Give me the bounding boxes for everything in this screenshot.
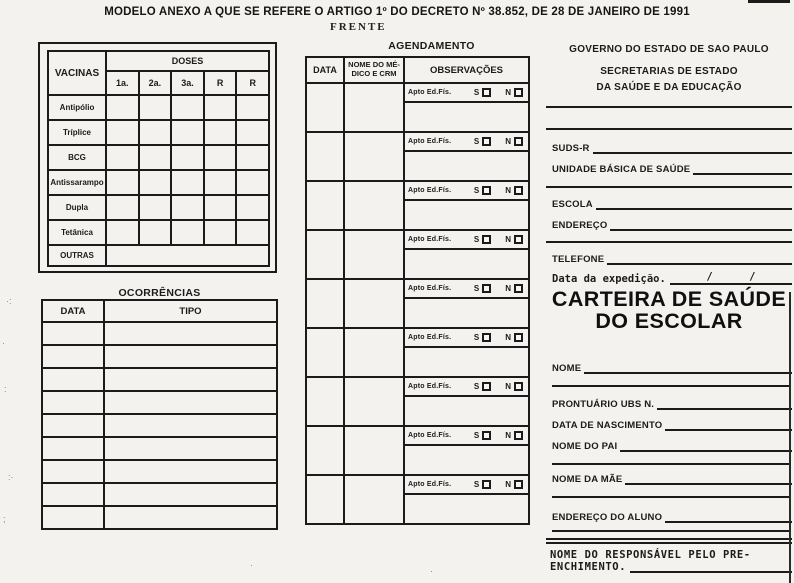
scheduling-row [306,132,529,181]
scheduling-doctor-cell[interactable] [344,279,404,328]
father-name-label: NOME DO PAI [552,441,618,452]
record-blank-line[interactable] [657,398,792,410]
suds-label: SUDS-R [552,143,590,154]
divider-rule [546,186,792,188]
card-info-panel [546,40,792,583]
ubs-field[interactable] [552,161,792,175]
dose-column-header: 1a. [106,71,139,95]
address-field[interactable] [552,217,792,231]
father-name-blank-line[interactable] [620,440,792,452]
scheduling-title: AGENDAMENTO [388,40,475,52]
apto-ed-fis-label: Apto Ed.Fís. [408,481,452,488]
vaccines-table [47,50,270,267]
doses-header: DOSES [106,51,269,71]
gov-line-1: GOVERNO DO ESTADO DE SAO PAULO [569,44,769,55]
apto-ed-fis-strip [405,427,528,446]
suds-blank-line[interactable] [593,142,792,154]
vaccine-outras-cell[interactable] [106,245,269,266]
vaccine-dose-cell[interactable] [106,220,139,245]
scan-artifact: : [4,384,7,394]
occurrence-type-cell[interactable] [104,345,277,368]
vaccine-dose-cell[interactable] [204,220,237,245]
record-field[interactable] [552,396,792,410]
apto-no-checkbox[interactable] [514,382,523,391]
scheduling-date-cell[interactable] [306,181,344,230]
divider-rule [546,106,792,108]
vaccine-row [48,145,269,170]
scan-artifact: · [430,566,433,576]
name-blank-line[interactable] [584,362,792,374]
issue-date-blank-line[interactable] [670,271,792,285]
apto-no-label: N [505,137,511,146]
birth-date-field[interactable] [552,417,792,431]
apto-yes-checkbox[interactable] [482,235,491,244]
apto-no-label: N [505,480,511,489]
vaccine-dose-cell[interactable] [139,120,172,145]
scheduling-observations-cell [404,475,529,524]
ubs-label: UNIDADE BÁSICA DE SAÚDE [552,164,691,175]
scheduling-observations-cell [404,279,529,328]
responsible-label-line2: ENCHIMENTO. [550,561,627,573]
vaccine-row [48,170,269,195]
vaccine-dose-cell[interactable] [106,145,139,170]
scheduling-observations-cell [404,377,529,426]
occurrences-title: OCORRÊNCIAS [118,287,201,299]
responsible-blank-line[interactable] [630,561,792,573]
suds-field[interactable] [552,140,792,154]
apto-no-checkbox[interactable] [514,284,523,293]
mother-name-label: NOME DA MÃE [552,474,623,485]
vaccine-dose-cell[interactable] [204,145,237,170]
student-address-blank-line[interactable] [665,511,792,523]
occurrence-date-cell[interactable] [42,391,104,414]
student-address-continuation-line[interactable] [552,530,790,532]
responsible-label-line1: NOME DO RESPONSÁVEL PELO PRE- [550,549,751,561]
father-continuation-line[interactable] [552,463,790,465]
issue-date-label: Data da expedição. [552,273,666,285]
mother-continuation-line[interactable] [552,496,790,498]
apto-yes-checkbox[interactable] [482,284,491,293]
scheduling-row [306,279,529,328]
vaccine-dose-cell[interactable] [236,145,269,170]
doctor-header-line2: DICO E CRM [351,69,397,78]
vaccine-dose-cell[interactable] [204,170,237,195]
apto-no-label: N [505,284,511,293]
school-field[interactable] [552,196,792,210]
vaccine-dose-cell[interactable] [171,145,204,170]
apto-ed-fis-label: Apto Ed.Fís. [408,383,452,390]
vaccine-dose-cell[interactable] [106,170,139,195]
address-label: ENDEREÇO [552,220,608,231]
apto-ed-fis-label: Apto Ed.Fís. [408,138,452,145]
name-label: NOME [552,363,582,374]
apto-no-label: N [505,382,511,391]
father-name-field[interactable] [552,438,792,452]
apto-yes-label: S [473,186,480,195]
mother-name-blank-line[interactable] [625,473,792,485]
vaccine-row [48,120,269,145]
birth-date-blank-line[interactable] [665,419,792,431]
apto-ed-fis-strip [405,133,528,152]
apto-no-checkbox[interactable] [514,480,523,489]
vaccine-dose-cell[interactable] [204,95,237,120]
scheduling-doctor-cell[interactable] [344,328,404,377]
apto-no-checkbox[interactable] [514,88,523,97]
vaccine-dose-cell[interactable] [236,195,269,220]
vaccine-dose-cell[interactable] [171,95,204,120]
scheduling-doctor-cell[interactable] [344,132,404,181]
vaccine-dose-cell[interactable] [236,95,269,120]
occurrence-date-cell[interactable] [42,437,104,460]
student-address-field[interactable] [552,509,792,523]
scan-artifact: ·: [6,296,12,306]
apto-ed-fis-strip [405,476,528,495]
occurrences-table [41,299,278,530]
vaccine-dose-cell[interactable] [106,195,139,220]
dose-column-header: R [236,71,269,95]
scheduling-date-cell[interactable] [306,377,344,426]
occurrence-type-cell[interactable] [104,437,277,460]
vaccine-dose-cell[interactable] [171,195,204,220]
apto-yes-checkbox[interactable] [482,333,491,342]
apto-ed-fis-strip [405,378,528,397]
vaccine-row-label: Antipólio [48,95,106,120]
apto-ed-fis-strip [405,280,528,299]
apto-yes-label: S [473,333,480,342]
vaccine-row [48,220,269,245]
vaccine-row [48,195,269,220]
scheduling-date-cell[interactable] [306,230,344,279]
occurrence-type-cell[interactable] [104,506,277,529]
apto-no-label: N [505,431,511,440]
occurrence-row [42,414,277,437]
scheduling-observations-header: OBSERVAÇÕES [404,57,529,83]
issue-date-field[interactable] [552,270,792,285]
doctor-header-line1: NOME DO MÉ- [348,60,400,70]
school-blank-line[interactable] [596,198,792,210]
vaccine-dose-cell[interactable] [236,220,269,245]
apto-yes-label: S [473,382,480,391]
occurrence-date-cell[interactable] [42,483,104,506]
vaccine-row-label: Dupla [48,195,106,220]
scheduling-observations-cell [404,83,529,132]
occurrence-type-cell[interactable] [104,322,277,345]
date-separator: / [749,271,756,283]
scheduling-date-cell[interactable] [306,426,344,475]
mother-name-field[interactable] [552,471,792,485]
apto-ed-fis-label: Apto Ed.Fís. [408,187,452,194]
apto-yes-label: S [473,137,480,146]
scheduling-row [306,328,529,377]
scheduling-row [306,181,529,230]
vaccine-dose-cell[interactable] [236,120,269,145]
vaccine-dose-cell[interactable] [106,120,139,145]
occurrence-type-cell[interactable] [104,391,277,414]
apto-no-checkbox[interactable] [514,333,523,342]
vaccine-row-label: Tríplice [48,120,106,145]
apto-yes-label: S [473,284,480,293]
occurrence-date-cell[interactable] [42,345,104,368]
occurrence-date-cell[interactable] [42,368,104,391]
apto-no-checkbox[interactable] [514,431,523,440]
scheduling-observations-cell [404,181,529,230]
scheduling-doctor-cell[interactable] [344,377,404,426]
phone-label: TELEFONE [552,254,605,265]
apto-yes-label: S [473,480,480,489]
vaccine-dose-cell[interactable] [171,120,204,145]
student-address-label: ENDEREÇO DO ALUNO [552,512,663,523]
apto-no-checkbox[interactable] [514,137,523,146]
scan-artifact: ; [3,514,6,524]
gov-line-2: SECRETARIAS DE ESTADO [600,66,738,77]
scan-artifact [748,0,790,3]
card-title-line2: DO ESCOLAR [595,309,743,333]
document-title: MODELO ANEXO A QUE SE REFERE O ARTIGO 1º DO DECRETO Nº 38.852, DE 28 DE JANEIRO DE 1991 [104,6,690,18]
scheduling-row [306,426,529,475]
apto-yes-label: S [473,431,480,440]
vaccine-dose-cell[interactable] [106,95,139,120]
scheduling-date-header: DATA [306,57,344,83]
occurrence-type-cell[interactable] [104,368,277,391]
name-continuation-line[interactable] [552,385,790,387]
scheduling-doctor-header [344,57,404,83]
apto-ed-fis-strip [405,329,528,348]
apto-ed-fis-label: Apto Ed.Fís. [408,285,452,292]
vaccine-dose-cell[interactable] [236,170,269,195]
scan-artifact: · [250,560,253,570]
apto-ed-fis-label: Apto Ed.Fís. [408,89,452,96]
apto-ed-fis-label: Apto Ed.Fís. [408,432,452,439]
scheduling-observations-cell [404,230,529,279]
vaccine-dose-cell[interactable] [139,95,172,120]
scheduling-date-cell[interactable] [306,328,344,377]
name-field[interactable] [552,360,792,374]
apto-yes-checkbox[interactable] [482,431,491,440]
occurrence-date-cell[interactable] [42,414,104,437]
scheduling-date-cell[interactable] [306,475,344,524]
occurrence-row [42,483,277,506]
occurrence-type-cell[interactable] [104,460,277,483]
record-label: PRONTUÁRIO UBS N. [552,399,655,410]
apto-yes-label: S [473,88,480,97]
card-right-edge-line [789,292,791,583]
scan-artifact: :· [8,472,14,482]
vaccine-dose-cell[interactable] [204,120,237,145]
apto-yes-checkbox[interactable] [482,88,491,97]
vaccine-row [48,95,269,120]
phone-field[interactable] [552,251,792,265]
vaccine-row-label: Tetânica [48,220,106,245]
birth-date-label: DATA DE NASCIMENTO [552,420,663,431]
occurrence-type-cell[interactable] [104,483,277,506]
apto-ed-fis-strip [405,231,528,250]
apto-ed-fis-label: Apto Ed.Fís. [408,334,452,341]
phone-blank-line[interactable] [607,253,792,265]
vaccine-row-label: BCG [48,145,106,170]
apto-ed-fis-strip [405,182,528,201]
responsible-field[interactable] [550,561,792,573]
apto-no-checkbox[interactable] [514,186,523,195]
dose-column-header: 2a. [139,71,172,95]
occurrences-type-header: TIPO [104,300,277,322]
occurrence-row [42,460,277,483]
scheduling-row [306,377,529,426]
scheduling-row [306,83,529,132]
apto-no-label: N [505,186,511,195]
school-label: ESCOLA [552,199,593,210]
date-separator: / [706,271,713,283]
page-side-label: FRENTE [330,21,387,33]
occurrence-row [42,322,277,345]
occurrence-date-cell[interactable] [42,460,104,483]
apto-yes-checkbox[interactable] [482,480,491,489]
dose-column-header: R [204,71,237,95]
apto-no-label: N [505,88,511,97]
vaccine-dose-cell[interactable] [139,145,172,170]
scheduling-doctor-cell[interactable] [344,181,404,230]
apto-yes-checkbox[interactable] [482,382,491,391]
scheduling-observations-cell [404,132,529,181]
occurrence-row [42,391,277,414]
scheduling-row [306,230,529,279]
scan-artifact: · [2,338,5,348]
vaccine-dose-cell[interactable] [171,220,204,245]
scheduling-date-cell[interactable] [306,279,344,328]
occurrence-type-cell[interactable] [104,414,277,437]
occurrence-date-cell[interactable] [42,322,104,345]
apto-yes-checkbox[interactable] [482,137,491,146]
vaccine-dose-cell[interactable] [204,195,237,220]
dose-column-header: 3a. [171,71,204,95]
address-blank-line[interactable] [610,219,792,231]
divider-rule [546,241,792,243]
scheduling-doctor-cell[interactable] [344,230,404,279]
apto-yes-label: S [473,235,480,244]
vaccine-row-label-outras: OUTRAS [48,245,106,266]
double-divider-rule [546,538,792,544]
vaccine-dose-cell[interactable] [171,170,204,195]
occurrence-date-cell[interactable] [42,506,104,529]
scheduling-observations-cell [404,328,529,377]
vaccines-corner-header: VACINAS [48,51,106,95]
apto-yes-checkbox[interactable] [482,186,491,195]
apto-ed-fis-strip [405,84,528,103]
vaccine-row-label: Antissarampo [48,170,106,195]
scheduling-table [305,56,530,525]
gov-line-3: DA SAÚDE E DA EDUCAÇÃO [596,82,742,93]
occurrences-date-header: DATA [42,300,104,322]
vaccine-dose-cell[interactable] [139,220,172,245]
scheduling-row [306,475,529,524]
scheduling-date-cell[interactable] [306,132,344,181]
scheduling-doctor-cell[interactable] [344,83,404,132]
scheduling-observations-cell [404,426,529,475]
scheduling-doctor-cell[interactable] [344,475,404,524]
scheduling-date-cell[interactable] [306,83,344,132]
apto-no-label: N [505,235,511,244]
apto-no-checkbox[interactable] [514,235,523,244]
vaccine-dose-cell[interactable] [139,195,172,220]
occurrence-row [42,345,277,368]
occurrence-row [42,368,277,391]
divider-rule [546,128,792,130]
card-title-line1: CARTEIRA DE SAÚDE [551,287,787,311]
vaccine-dose-cell[interactable] [139,170,172,195]
apto-no-label: N [505,333,511,342]
ubs-blank-line[interactable] [693,163,792,175]
scheduling-doctor-cell[interactable] [344,426,404,475]
apto-ed-fis-label: Apto Ed.Fís. [408,236,452,243]
occurrence-row [42,506,277,529]
occurrence-row [42,437,277,460]
